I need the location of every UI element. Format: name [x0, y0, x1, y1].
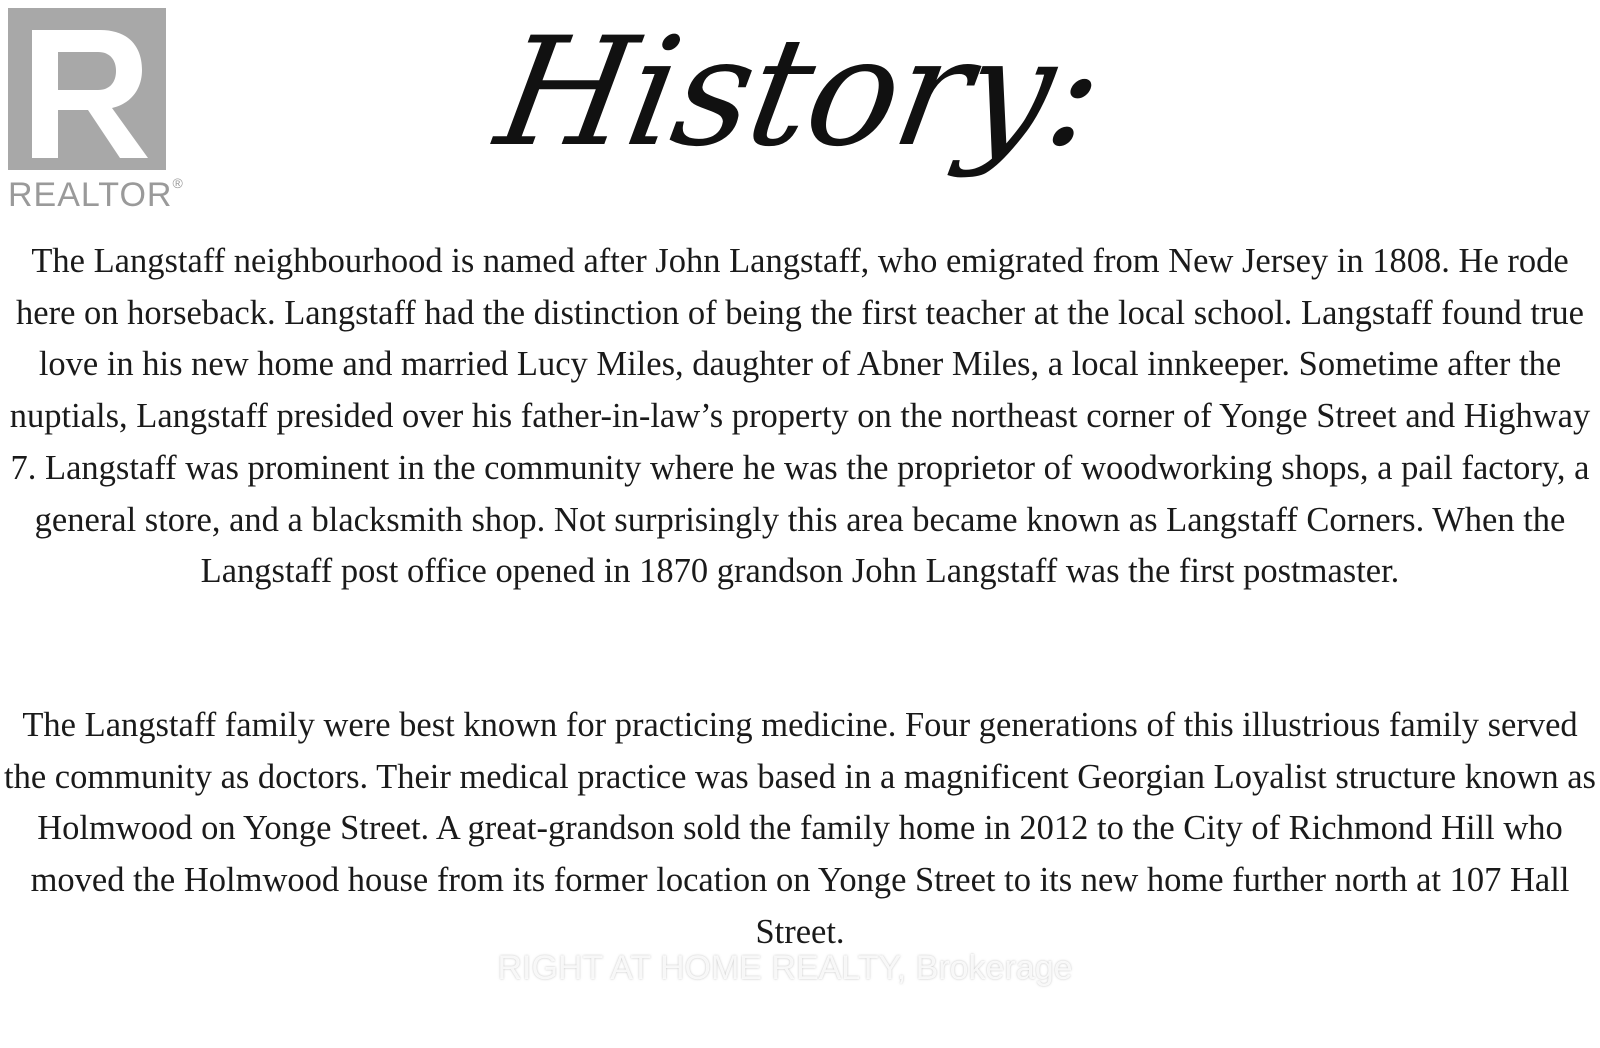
page-title: History: [485, 6, 1115, 180]
brokerage-watermark: RIGHT AT HOME REALTY, Brokerage [497, 949, 1073, 987]
registered-mark: ® [172, 175, 184, 191]
paragraph-family-medicine: The Langstaff family were best known for practicing medicine. Four generations of this illustrious family served the community as doctors. Their medical practice was based in a magnificent Georgian Loyalist structure known as Holmwood on Yonge Street. A great-grandson sold the family home in 2012 to the City of Richmond Hill who moved the Holmwood house from its former location on Yonge Street to its new home further north at 107 Hall Street. [4, 706, 1596, 951]
paragraph-history-origin: The Langstaff neighbourhood is named after John Langstaff, who emigrated from New Jersey in 1808. He rode here on horseback. Langstaff had the distinction of being the first teacher at the local school. Langstaff found true love in his new home and married Lucy Miles, daughter of Abner Miles, a local innkeeper. Sometime after the nuptials, Langstaff presided over his father-in-law’s property on the northeast corner of Yonge Street and Highway 7. Langstaff was prominent in the community where he was the proprietor of woodworking shops, a pail factory, a general store, and a blacksmith shop. Not surprisingly this area became known as Langstaff Corners. When the Langstaff post office opened in 1870 grandson John Langstaff was the first postmaster. [9, 242, 1591, 591]
realtor-wordmark: REALTOR® [8, 175, 184, 214]
